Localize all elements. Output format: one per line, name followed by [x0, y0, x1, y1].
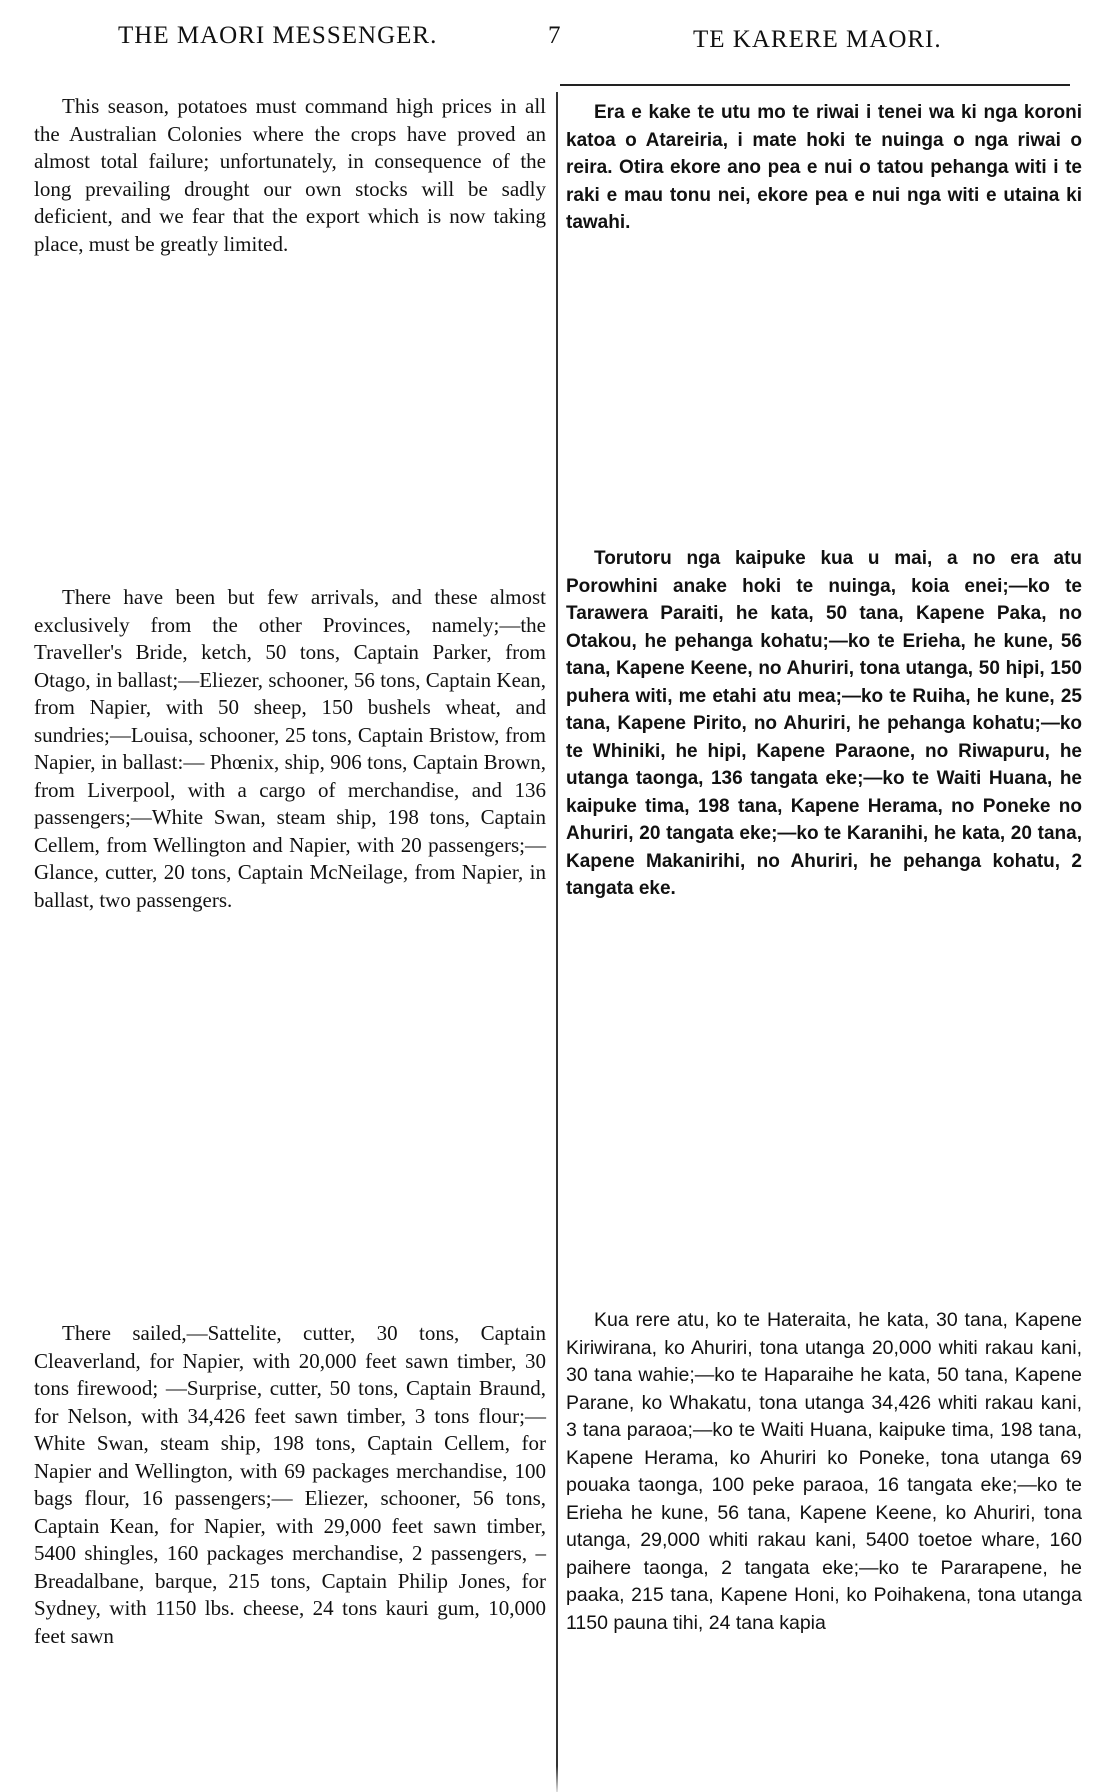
page-header — [0, 22, 1114, 62]
paragraph-text: Torutoru nga kaipuke kua u mai, a no era atu Porowhini anake hoki te nuinga, koia enei;—ko te Tarawera Paraiti, he kata, 50 tana, Kapene Paka, no Otakou, he pehanga kohatu;—ko te Erieha, he kune, 56 tana, Kapene Keene, no Ahuriri, tona utanga, 50 hipi, 150 puhera witi, me etahi atu mea;—ko te Ruiha, he kune, 25 tana, Kapene Pirito, no Ahuriri, he pehanga kohatu;—ko te Whiniki, he hipi, Kapene Paraone, no Riwapuru, he utanga taonga, 136 tangata eke;—ko te Waiti Huana, he kaipuke tima, 198 tana, Kapene Herama, no Poneke no Ahuriri, 20 tangata eke;—ko te Karanihi, he kata, 20 tana, Kapene Makanirihi, no Ahuriri, he pehanga kohatu, 2 tangata eke. — [566, 548, 1082, 899]
header-rule — [560, 84, 1070, 86]
maori-arrivals-paragraph — [566, 545, 1082, 903]
paragraph-text: Era e kake te utu mo te riwai i tenei wa ki nga koroni katoa o Atareiria, i mate hoki te nuinga o nga riwai o reira. Otira ekore ano pea e nui o tatou pehanga witi i te raki e mau tonu nei, ekore pea e nui nga witi e utaina ki tawahi. — [566, 102, 1082, 233]
maori-masthead: TE KARERE MAORI. — [693, 26, 942, 53]
english-masthead: THE MAORI MESSENGER. — [118, 22, 438, 49]
maori-departures-paragraph — [566, 1307, 1082, 1637]
column-divider — [556, 92, 558, 1792]
paragraph-text: This season, potatoes must command high prices in all the Australian Colonies where the crops have proved an almost total failure; unfortunately, in consequence of the long prevailing drought our own stocks will be sadly deficient, and we fear that the export which is now taking place, must be greatly limited. — [34, 94, 546, 256]
paragraph-text: There sailed,—Sattelite, cutter, 30 tons, Captain Cleaverland, for Napier, with 20,000 feet sawn timber, 30 tons firewood; —Surprise, cutter, 50 tons, Captain Braund, for Nelson, with 34,426 feet sawn timber, 3 tons flour;—White Swan, steam ship, 198 tons, Captain Cellem, for Napier and Wellington, with 69 packages merchandise, 100 bags flour, 16 passengers;— Eliezer, schooner, 56 tons, Captain Kean, for Napier, with 29,000 feet sawn timber, 5400 shingles, 160 packages merchandise, 2 passengers, – Breadalbane, barque, 215 tons, Captain Philip Jones, for Sydney, with 1150 lbs. cheese, 24 tons kauri gum, 10,000 feet sawn — [34, 1321, 546, 1648]
page-bottom-edge — [0, 1766, 1114, 1792]
english-potatoes-paragraph — [34, 93, 546, 258]
paragraph-text: There have been but few arrivals, and these almost exclusively from the other Provinces, namely;—the Traveller's Bride, ketch, 50 tons, Captain Parker, from Otago, in ballast;—Eliezer, schooner, 56 tons, Captain Kean, from Napier, with 50 sheep, 150 bushels wheat, and sundries;—Louisa, schooner, 25 tons, Captain Bristow, from Napier, in ballast:— Phœnix, ship, 906 tons, Captain Brown, from Liverpool, with a cargo of merchandise, and 136 passengers;—White Swan, steam ship, 198 tons, Captain Cellem, from Wellington and Napier, with 20 passengers;—Glance, cutter, 20 tons, Captain McNeilage, from Napier, in ballast, two passengers. — [34, 585, 546, 912]
page-number: 7 — [548, 22, 562, 49]
maori-potatoes-paragraph — [566, 99, 1082, 237]
paragraph-text: Kua rere atu, ko te Hateraita, he kata, 30 tana, Kapene Kiriwirana, ko Ahuriri, tona utanga 20,000 whiti rakau kani, 30 tana wahie;—ko te Haparaihe he kata, 50 tana, Kapene Parane, ko Whakatu, tona utanga 34,426 whiti rakau kani, 3 tana paraoa;—ko te Waiti Huana, kaipuke tima, 198 tana, Kapene Herama, ko Ahuriri ko Poneke, tona utanga 69 pouaka taonga, 100 peke paraoa, 16 tangata eke;—ko te Erieha he kune, 56 tana, Kapene Keene, ko Ahuriri, tona utanga, 29,000 whiti rakau kani, 5400 toetoe whare, 160 paihere taonga, 2 tangata eke;—ko te Pararapene, he paaka, 215 tana, Kapene Honi, ko Poihakena, tona utanga 1150 pauna tihi, 24 tana kapia — [566, 1309, 1082, 1634]
english-arrivals-paragraph — [34, 584, 546, 914]
english-departures-paragraph — [34, 1320, 546, 1650]
